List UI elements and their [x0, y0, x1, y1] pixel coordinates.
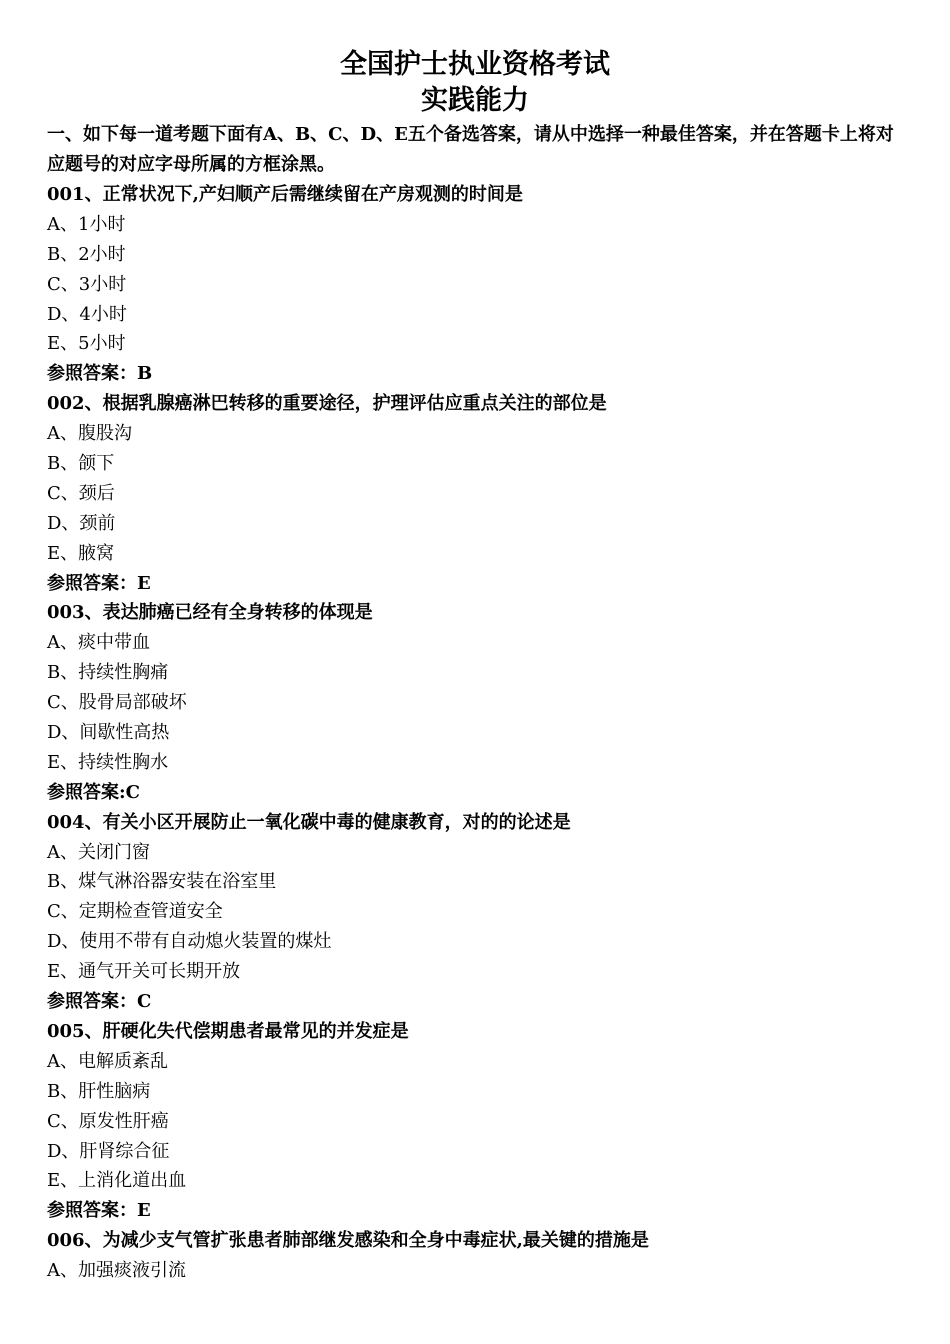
question-block: [47, 389, 907, 598]
question-block: [47, 180, 907, 389]
question-stem: 005、肝硬化失代偿期患者最常见的并发症是: [47, 1020, 409, 1042]
question-stem: 002、根据乳腺癌淋巴转移的重要途径，护理评估应重点关注的部位是: [47, 393, 607, 415]
answer-option: E、通气开关可长期开放: [47, 961, 241, 983]
page-title: 全国护士执业资格考试: [340, 49, 610, 80]
instructions-paragraph: 一、如下每一道考题下面有A、B、C、D、E五个备选答案，请从中选择一种最佳答案，并在答题卡上将对应题号的对应字母所属的方框涂黑。: [47, 124, 894, 175]
answer-option: E、持续性胸水: [47, 751, 169, 773]
answer-option: D、使用不带有自动熄火装置的煤灶: [47, 931, 332, 953]
reference-answer: 参照答案：B: [47, 363, 153, 385]
question-stem: 006、为减少支气管扩张患者肺部继发感染和全身中毒症状,最关键的措施是: [47, 1230, 649, 1252]
answer-option: A、关闭门窗: [47, 841, 150, 863]
question-stem: 001、正常状况下,产妇顺产后需继续留在产房观测的时间是: [47, 184, 523, 205]
reference-answer: 参照答案：C: [47, 991, 152, 1013]
page-subtitle: 实践能力: [421, 85, 529, 116]
question-block: [47, 1017, 907, 1226]
question-stem: 003、表达肺癌已经有全身转移的体现是: [47, 602, 373, 624]
answer-option: D、间歇性高热: [47, 722, 170, 744]
question-block: [47, 808, 907, 1017]
answer-option: D、肝肾综合征: [47, 1140, 170, 1162]
answer-option: E、腋窝: [47, 542, 115, 564]
answer-option: D、颈前: [47, 512, 116, 534]
question-block: [47, 1226, 907, 1286]
document-body: [47, 120, 907, 1286]
question-block: [47, 598, 907, 807]
answer-option: E、5小时: [47, 333, 126, 355]
answer-option: D、4小时: [47, 303, 127, 325]
answer-option: A、电解质紊乱: [47, 1050, 168, 1072]
reference-answer: 参照答案：E: [47, 1200, 151, 1222]
answer-option: C、定期检查管道安全: [47, 901, 223, 923]
answer-option: C、原发性肝癌: [47, 1110, 169, 1132]
answer-option: C、颈后: [47, 482, 115, 504]
answer-option: B、持续性胸痛: [47, 662, 169, 684]
answer-option: A、痰中带血: [47, 632, 150, 654]
reference-answer: 参照答案:C: [47, 781, 140, 803]
answer-option: B、肝性脑病: [47, 1080, 151, 1102]
answer-option: E、上消化道出血: [47, 1170, 187, 1192]
reference-answer: 参照答案：E: [47, 572, 151, 594]
answer-option: A、1小时: [47, 213, 126, 235]
answer-option: C、3小时: [47, 273, 127, 295]
answer-option: A、腹股沟: [47, 423, 132, 445]
question-stem: 004、有关小区开展防止一氧化碳中毒的健康教育，对的的论述是: [47, 811, 571, 833]
answer-option: B、煤气淋浴器安装在浴室里: [47, 871, 277, 893]
answer-option: B、颌下: [47, 453, 115, 475]
answer-option: C、股骨局部破坏: [47, 692, 187, 714]
answer-option: B、2小时: [47, 243, 126, 265]
answer-option: A、加强痰液引流: [47, 1260, 186, 1282]
